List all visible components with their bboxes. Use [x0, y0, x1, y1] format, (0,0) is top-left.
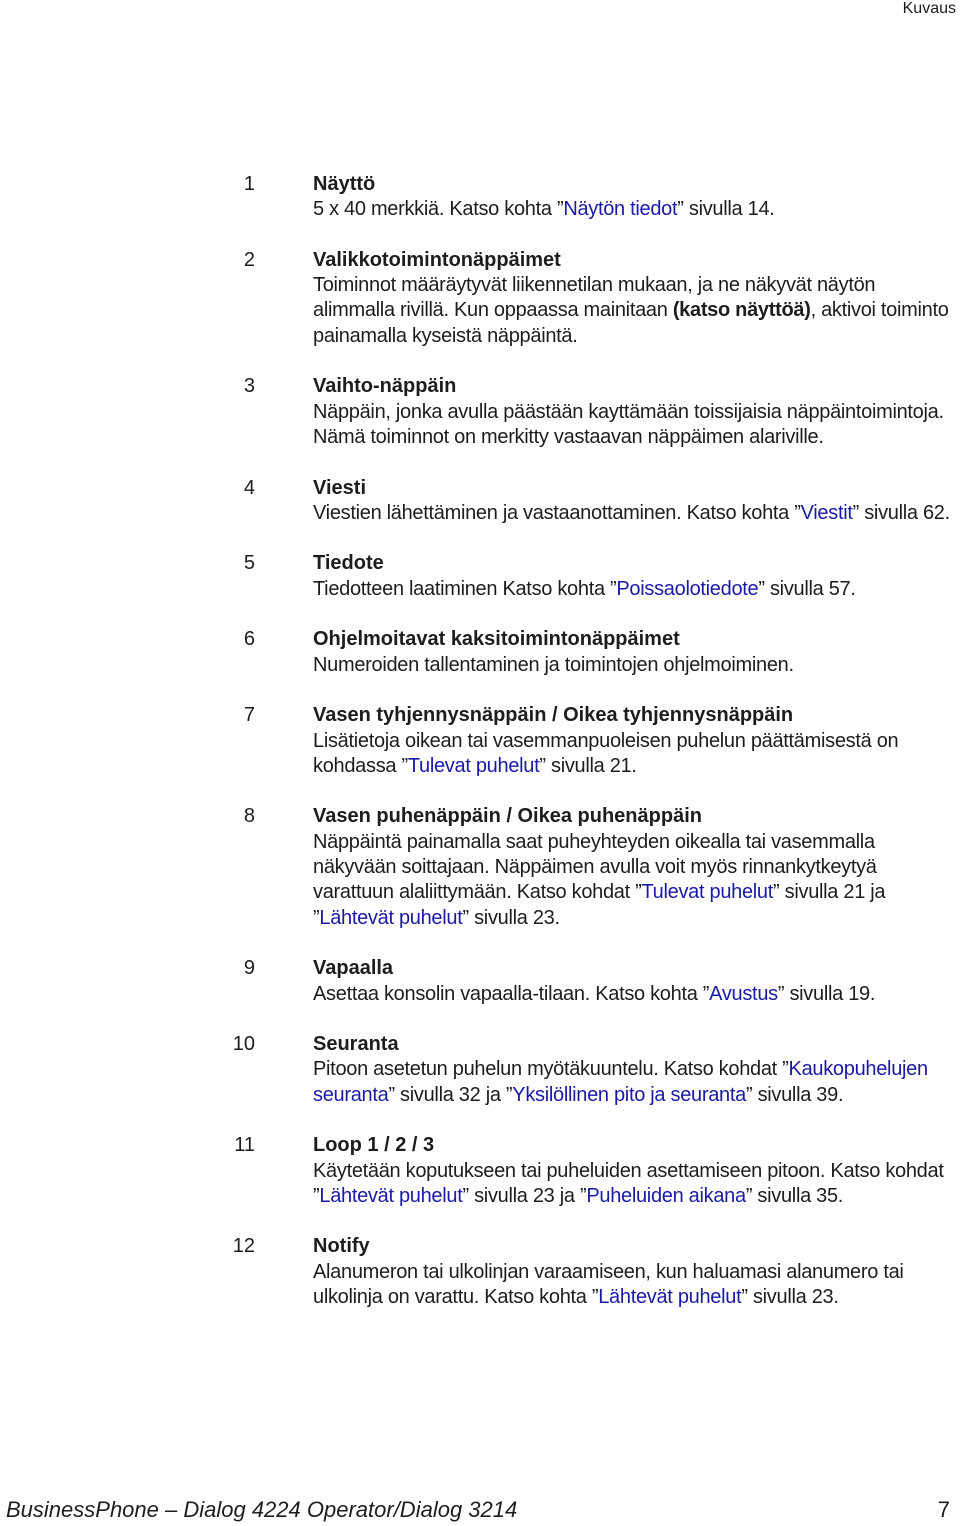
description-text: ” sivulla 35. [745, 1184, 844, 1207]
item-number: 1 [243, 173, 255, 195]
description-text: ” sivulla 19. [777, 982, 876, 1005]
list-item [0, 804, 960, 930]
description-text: Näppäintä painamalla saat puheyhteyden oikealla tai vasemmalla näkyvään soittajaan. Näppäimen avulla voit myös rinnankytkeytyä varattuun alaliittymään. Katso kohdat ” [313, 830, 877, 904]
description-text: ” sivulla 14. [677, 198, 775, 221]
cross-reference-link[interactable]: Avustus [709, 982, 778, 1005]
item-title: Notify [313, 1235, 370, 1258]
cross-reference-link[interactable]: Kaukopuhelujen seuranta [313, 1058, 928, 1106]
item-description [313, 982, 958, 1007]
description-text: Lisätietoja oikean tai vasemmanpuoleisen puhelun päättämisestä on kohdassa ” [313, 729, 899, 777]
item-title: Tiedote [313, 552, 384, 575]
cross-reference-link[interactable]: Lähtevät puhelut [598, 1286, 742, 1309]
description-text: 5 x 40 merkkiä. Katso kohta ” [313, 198, 564, 221]
description-text: ” sivulla 21 ja ” [313, 881, 886, 929]
cross-reference-link[interactable]: Viestit [800, 501, 853, 524]
item-title: Vasen tyhjennysnäppäin / Oikea tyhjennysnäppäin [313, 704, 794, 727]
description-text: Käytetään koputukseen tai puheluiden asettamiseen pitoon. Katso kohdat ” [313, 1159, 944, 1207]
item-number: 10 [232, 1033, 255, 1056]
item-title: Näyttö [313, 173, 376, 195]
item-number: 12 [232, 1235, 255, 1258]
description-text: Asettaa konsolin vapaalla-tilaan. Katso kohta ” [313, 982, 710, 1005]
item-description [313, 1260, 958, 1311]
item-description [313, 197, 958, 222]
item-description [313, 1159, 958, 1210]
list-item [0, 551, 960, 602]
description-text: Pitoon asetetun puhelun myötäkuuntelu. Katso kohdat ” [313, 1058, 789, 1081]
item-title: Viesti [313, 476, 366, 499]
item-number: 3 [243, 375, 255, 398]
cross-reference-link[interactable]: Poissaolotiedote [616, 577, 759, 600]
item-number: 9 [243, 957, 255, 980]
description-text: Alanumeron tai ulkolinjan varaamiseen, kun haluamasi alanumero tai ulkolinja on varattu. Katso kohta ” [313, 1260, 904, 1309]
item-number: 8 [243, 805, 255, 828]
item-description [313, 501, 958, 526]
emphasis-text: (katso näyttöä) [672, 299, 811, 322]
description-text: ” sivulla 21. [539, 754, 637, 777]
item-number: 11 [234, 1134, 255, 1157]
description-text: Numeroiden tallentaminen ja toimintojen ohjelmoiminen. [313, 653, 794, 676]
description-text: ” sivulla 62. [852, 501, 950, 524]
description-text: , aktivoi toiminto painamalla kyseistä näppäintä. [313, 299, 949, 347]
section-header: Kuvaus [902, 0, 956, 17]
cross-reference-link[interactable]: Lähtevät puhelut [319, 906, 463, 929]
description-text: ” sivulla 23. [741, 1286, 839, 1309]
description-text: ” sivulla 23. [462, 906, 560, 929]
item-title: Seuranta [313, 1033, 399, 1056]
item-number: 7 [243, 704, 255, 727]
footer-page-number: 7 [937, 1497, 950, 1522]
description-text: Viestien lähettäminen ja vastaanottaminen. Katso kohta ” [313, 501, 801, 524]
list-item [0, 374, 960, 450]
item-number: 4 [243, 476, 255, 499]
cross-reference-link[interactable]: Yksilöllinen pito ja seuranta [512, 1083, 746, 1106]
cross-reference-link[interactable]: Tulevat puhelut [641, 881, 774, 904]
item-description [313, 577, 958, 602]
list-item [0, 627, 960, 678]
list-item [0, 1032, 960, 1108]
footer-document-title: BusinessPhone – Dialog 4224 Operator/Dialog 3214 [6, 1497, 518, 1522]
item-description [313, 830, 958, 931]
list-item [0, 476, 960, 527]
item-description [313, 729, 958, 780]
item-description [313, 400, 958, 451]
list-item [0, 703, 960, 779]
description-text: Toiminnot määräytyvät liikennetilan mukaan, ja ne näkyvät näytön alimmalla rivillä. Kun oppaassa mainitaan [313, 274, 876, 322]
cross-reference-link[interactable]: Lähtevät puhelut [319, 1184, 463, 1207]
key-description-list [0, 172, 960, 1310]
list-item [0, 172, 960, 223]
description-text: ” sivulla 23 ja ” [462, 1184, 587, 1207]
item-description [313, 653, 958, 678]
item-title: Vapaalla [313, 957, 394, 980]
item-number: 2 [243, 248, 255, 271]
item-number: 6 [243, 628, 255, 651]
item-title: Vasen puhenäppäin / Oikea puhenäppäin [313, 805, 702, 828]
cross-reference-link[interactable]: Näytön tiedot [563, 198, 678, 221]
item-title: Ohjelmoitavat kaksitoimintonäppäimet [313, 628, 680, 651]
item-title: Loop 1 / 2 / 3 [313, 1134, 435, 1157]
description-text: Näppäin, jonka avulla päästään kayttämään toissijaisia näppäintoimintoja. Nämä toiminnot on merkitty vastaavan näppäimen alariville. [313, 400, 944, 448]
item-number: 5 [243, 552, 255, 575]
item-title: Valikkotoimintonäppäimet [313, 248, 561, 271]
description-text: Tiedotteen laatiminen Katso kohta ” [313, 577, 617, 600]
list-item [0, 248, 960, 349]
list-item [0, 956, 960, 1007]
description-text: ” sivulla 57. [758, 577, 856, 600]
item-title: Vaihto-näppäin [313, 375, 457, 398]
description-text: ” sivulla 39. [745, 1083, 844, 1106]
item-description [313, 273, 958, 349]
cross-reference-link[interactable]: Tulevat puhelut [407, 754, 540, 777]
list-item [0, 1133, 960, 1209]
description-text: ” sivulla 32 ja ” [388, 1083, 513, 1106]
list-item [0, 1234, 960, 1310]
item-description [313, 1057, 958, 1108]
cross-reference-link[interactable]: Puheluiden aikana [586, 1184, 746, 1207]
